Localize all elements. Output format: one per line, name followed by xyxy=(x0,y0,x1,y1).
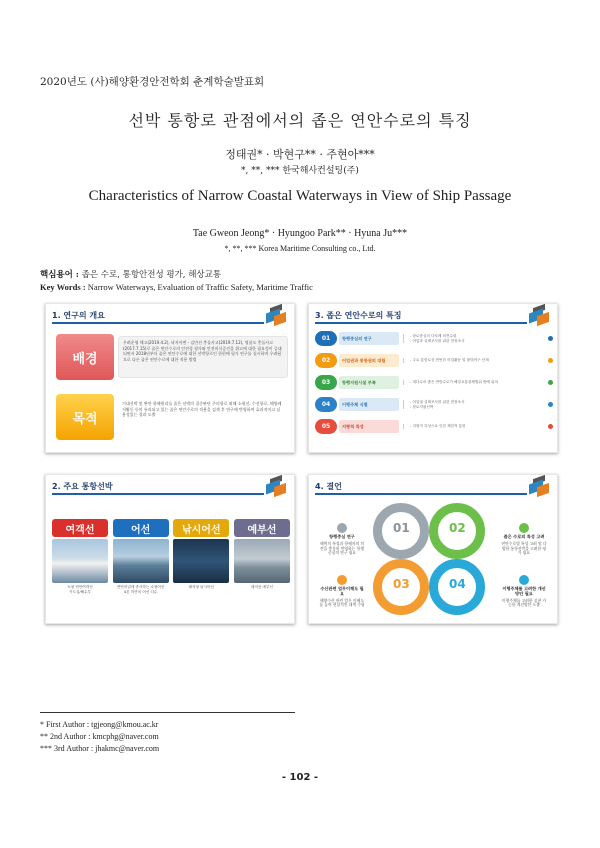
slide-header: 4. 결언 xyxy=(315,482,342,491)
background-text: 우려운영 해고(2019.4.2), 낙지아변 - 김만선 충돌사고(2019.7.12), 명품도 충돌사고(2017.7.15)로 좁은 연안수로의 안전성 평가와 안전의식증진을 위고에 대한 필요성이 증대되면서 2018년부터 좁은 연안수로에 대한 선박항로인 한편에 평가 연구를 실시하며 우려됨으로 다른 좁은 연안수로에 대한 적용 방법 xyxy=(118,336,288,378)
slide-header: 3. 좁은 연안수로의 특징 xyxy=(315,311,402,320)
purpose-badge: 목적 xyxy=(56,394,114,440)
bullet-icon xyxy=(548,358,553,363)
conclusion-title: 수산관련 업무이해도 필요 xyxy=(320,586,364,596)
vessel-label: 예부선 xyxy=(234,519,290,537)
footnote-second-author: ** 2nd Author : kmcphg@naver.com xyxy=(40,732,159,741)
item-desc: - 항로중심의 다차례 의견수렴 - 어업과 실태조사를 위한 현장조사 xyxy=(403,334,544,343)
item-title: 항행중심의 연구 xyxy=(339,332,399,345)
paper-title-english: Characteristics of Narrow Coastal Waterways in View of Ship Passage xyxy=(88,188,512,204)
vessel-card xyxy=(52,519,108,594)
bullet-icon xyxy=(548,380,553,385)
item-desc: - 어업권 실태조사를 위한 현장조사 - 항로지원선박 xyxy=(403,400,544,409)
item-number: 02 xyxy=(315,353,337,368)
conclusion-title: 항행중심 연구 xyxy=(329,534,355,539)
conclusion-text: 해역의 특성과 항해자의 의견을 충분히 반영하는 항행중심의 연구 필요 xyxy=(320,540,364,556)
tug-barge-photo xyxy=(234,539,290,583)
authors-korean: 정태권* · 박현구** · 주현아*** xyxy=(225,148,375,161)
conclusion-text: 연안수로별 특성 고려 및 다양한 통항선박을 고려한 평가 필요 xyxy=(501,540,547,556)
keywords-korean xyxy=(40,268,221,280)
slide-header: 1. 연구의 개요 xyxy=(52,311,105,320)
conclusion-title: 좁은 수로의 특성 고려 xyxy=(503,534,545,539)
keywords-english xyxy=(40,282,313,292)
slide-conclusion xyxy=(308,474,558,624)
item-number: 03 xyxy=(315,375,337,390)
vessel-card xyxy=(234,519,290,594)
page-number: - 102 - xyxy=(281,772,319,783)
person-icon xyxy=(337,523,347,533)
ferry-photo xyxy=(52,539,108,583)
affiliation-english: *, **, *** Korea Maritime Consulting co., Ltd. xyxy=(224,244,376,253)
conclusion-box xyxy=(319,523,365,556)
conclusion-box xyxy=(501,575,547,608)
map-icon xyxy=(519,523,529,533)
vessel-card xyxy=(113,519,169,594)
bullet-icon xyxy=(548,424,553,429)
quadrant-number: 03 xyxy=(393,577,410,591)
slide-waterway-features xyxy=(308,303,558,453)
footnote-third-author: *** 3rd Author : jhakmc@naver.com xyxy=(40,744,160,753)
logo-icon xyxy=(529,306,551,326)
item-number: 01 xyxy=(315,331,337,346)
slide-divider xyxy=(52,322,264,324)
conclusion-text: 해양수산 관련 업무 이해도를 높여 현실적인 대책 수립 xyxy=(319,597,365,608)
affiliation-korean: *, **, *** 한국해사컨설팅(주) xyxy=(241,166,359,176)
list-item xyxy=(315,396,553,413)
logo-icon xyxy=(529,477,551,497)
conclusion-box xyxy=(319,575,365,608)
vessel-label: 여객선 xyxy=(52,519,108,537)
vessel-label: 어선 xyxy=(113,519,169,537)
purpose-text: 기대선박 및 완만 항해원리를 좁은 선박의 집중판단 주의항로 외해 소형선, 수선항로, 해양레저활동 등의 통과되고 있는 좁은 연안수로의 적용을 검색 후 연구에 반영하여 효과적이고 실용성있는 결과 도출 xyxy=(118,398,288,436)
vessel-card xyxy=(173,519,229,594)
item-title: 어업권과 통항권의 대립 xyxy=(339,354,399,367)
logo-icon xyxy=(266,306,288,326)
fishing-boat-photo xyxy=(113,539,169,583)
slide-divider xyxy=(315,322,527,324)
keywords-english-label: Key Words : xyxy=(40,282,86,292)
footnote-divider xyxy=(40,712,295,713)
quadrant-diagram xyxy=(371,501,491,619)
quadrant-number: 04 xyxy=(449,577,466,591)
background-badge: 배경 xyxy=(56,334,114,380)
slide-divider xyxy=(52,493,264,495)
item-desc: - 지형적 특성으로 인한 제한적 통항 xyxy=(403,424,544,429)
angling-boat-photo xyxy=(173,539,229,583)
vessel-label: 낚시어선 xyxy=(173,519,229,537)
quadrant-number: 01 xyxy=(393,521,410,535)
keywords-english-text: Narrow Waterways, Evaluation of Traffic Safety, Maritime Traffic xyxy=(87,282,313,292)
authors-english: Tae Gweon Jeong* · Hyungoo Park** · Hyuna Ju*** xyxy=(192,228,408,239)
vessel-caption: 연안어업에 종사하는 소형어선 4톤 미만의 어선 다수 xyxy=(116,585,165,594)
item-desc: - 대다수의 좁은 연안수로가 해상교통관제범위 밖에 위치 xyxy=(403,380,544,385)
keywords-korean-text: 좁은 수로, 통항안전성 평가, 해상교통 xyxy=(81,270,222,280)
slide-research-overview xyxy=(45,303,295,453)
list-item xyxy=(315,330,553,347)
bullet-icon xyxy=(548,336,553,341)
conclusion-box xyxy=(501,523,547,556)
item-number: 04 xyxy=(315,397,337,412)
item-title: 이행주체 식별 xyxy=(339,398,399,411)
keywords-korean-label: 핵심용어 : xyxy=(40,270,79,280)
footnote-first-author: * First Author : tgjeong@kmou.ac.kr xyxy=(40,720,159,729)
logo-icon xyxy=(266,477,288,497)
conclusion-title: 이행주체를 고려한 개선방안 필요 xyxy=(502,586,546,596)
item-number: 05 xyxy=(315,419,337,434)
quadrant-number: 02 xyxy=(449,521,466,535)
list-item xyxy=(315,374,553,391)
vessel-list xyxy=(52,519,290,594)
list-item xyxy=(315,418,553,435)
vessel-caption: 레저형 낚시어선 xyxy=(188,585,215,589)
conclusion-text: 이행주체를 고려한 실현 가능한 개선방안 도출 xyxy=(502,597,546,608)
item-title: 항행지원시설 부족 xyxy=(339,376,399,389)
list-item xyxy=(315,352,553,369)
slide-divider xyxy=(315,493,527,495)
slide-header: 2. 주요 통항선박 xyxy=(52,482,113,491)
slide-main-vessels xyxy=(45,474,295,624)
conference-header: 2020년도 (사)해양환경안전학회 춘계학술발표회 xyxy=(40,76,265,88)
item-title: 지형적 특성 xyxy=(339,420,399,433)
gear-icon xyxy=(519,575,529,585)
vessel-caption: 소형 연안여객선 카도질/해수부 xyxy=(67,585,93,594)
vessel-caption: 레저선 예부선 xyxy=(250,585,273,589)
item-desc: - 주요 통항로상 빈번한 어업활동 및 불법어구 산재 xyxy=(403,358,544,363)
paper-title-korean: 선박 통항로 관점에서의 좁은 연안수로의 특징 xyxy=(128,111,472,130)
feature-list xyxy=(315,330,553,440)
fish-icon xyxy=(337,575,347,585)
bullet-icon xyxy=(548,402,553,407)
